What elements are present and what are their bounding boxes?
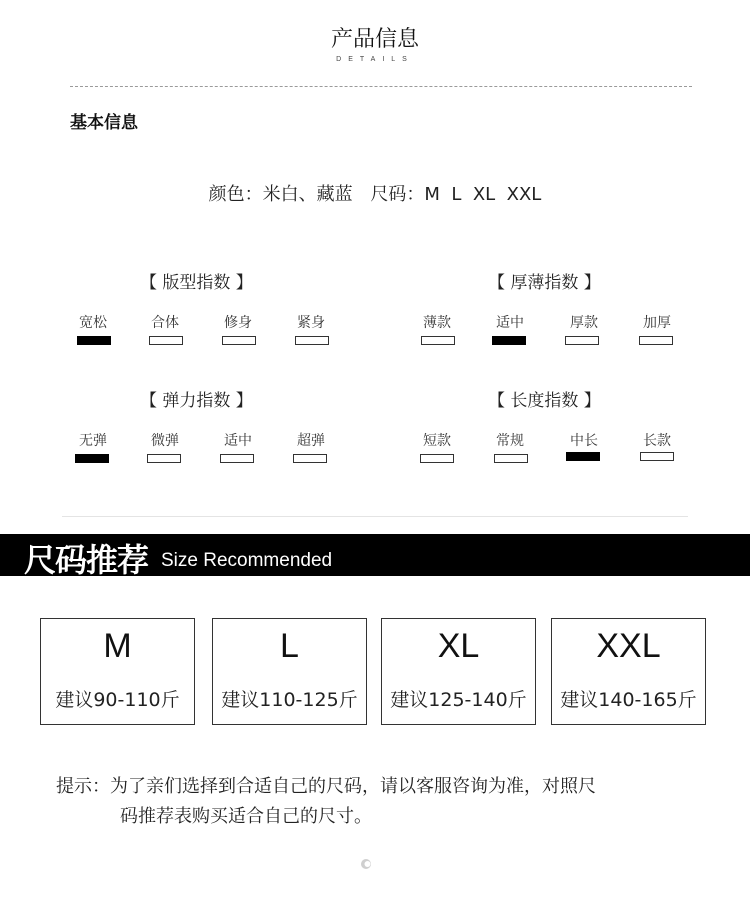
index-option: 加厚 — [643, 315, 671, 331]
index-option: 紧身 — [297, 315, 325, 331]
dashed-divider — [70, 86, 692, 87]
index-option: 合体 — [151, 315, 179, 331]
index-option: 适中 — [496, 315, 524, 331]
index-indicator — [75, 454, 109, 463]
index-option: 无弹 — [79, 433, 107, 449]
section-divider — [62, 516, 688, 517]
index-option: 长款 — [643, 433, 671, 449]
index-title-elasticity: 【 弹力指数 】 — [140, 391, 253, 411]
index-option: 适中 — [224, 433, 252, 449]
index-option: 厚款 — [570, 315, 598, 331]
size-recommendation: 建议125-140斤 — [390, 689, 527, 711]
index-indicator — [492, 336, 526, 345]
size-card-xl — [381, 618, 536, 725]
spec-line — [0, 180, 750, 206]
index-option: 修身 — [224, 315, 252, 331]
index-indicator — [639, 336, 673, 345]
index-option: 常规 — [496, 433, 524, 449]
index-indicator — [640, 452, 674, 461]
size-recommendation: 建议140-165斤 — [560, 689, 697, 711]
size-letter: XXL — [596, 627, 661, 665]
size-recommendation: 建议110-125斤 — [221, 689, 358, 711]
index-indicator — [77, 336, 111, 345]
index-title-thickness: 【 厚薄指数 】 — [488, 273, 601, 293]
index-option: 超弹 — [297, 433, 325, 449]
page-subtitle: DETAILS — [336, 56, 414, 63]
index-indicator — [565, 336, 599, 345]
index-indicator — [147, 454, 181, 463]
tip-line-1: 提示：为了亲们选择到合适自己的尺码，请以客服咨询为准，对照尺 — [56, 776, 596, 797]
banner-title-en: Size Recommended — [161, 550, 333, 571]
color-spec: 颜色：米白、藏蓝 — [208, 184, 353, 205]
size-letter: L — [280, 627, 299, 665]
banner-title-cn: 尺码推荐 — [24, 541, 149, 579]
basic-info-heading: 基本信息 — [70, 113, 138, 133]
index-indicator — [566, 452, 600, 461]
index-indicator — [421, 336, 455, 345]
index-option: 短款 — [423, 433, 451, 449]
index-option: 宽松 — [79, 315, 107, 331]
index-indicator — [220, 454, 254, 463]
tip-line-2: 码推荐表购买适合自己的尺寸。 — [120, 806, 372, 827]
index-indicator — [295, 336, 329, 345]
index-indicator — [420, 454, 454, 463]
size-letter: XL — [437, 627, 480, 665]
size-card-m — [40, 618, 195, 725]
size-letter: M — [103, 627, 132, 665]
size-spec: 尺码：M L XL XXL — [370, 184, 542, 205]
index-indicator — [149, 336, 183, 345]
index-indicator — [222, 336, 256, 345]
index-title-fit: 【 版型指数 】 — [140, 273, 253, 293]
size-card-xxl — [551, 618, 706, 725]
size-card-l — [212, 618, 367, 725]
index-title-length: 【 长度指数 】 — [488, 391, 601, 411]
index-indicator — [494, 454, 528, 463]
index-indicator — [293, 454, 327, 463]
index-option: 薄款 — [423, 315, 451, 331]
watermark-logo-icon — [360, 858, 372, 870]
index-option: 微弹 — [151, 433, 179, 449]
page-title: 产品信息 — [330, 27, 419, 52]
index-option: 中长 — [570, 433, 598, 449]
size-recommendation: 建议90-110斤 — [55, 689, 180, 711]
